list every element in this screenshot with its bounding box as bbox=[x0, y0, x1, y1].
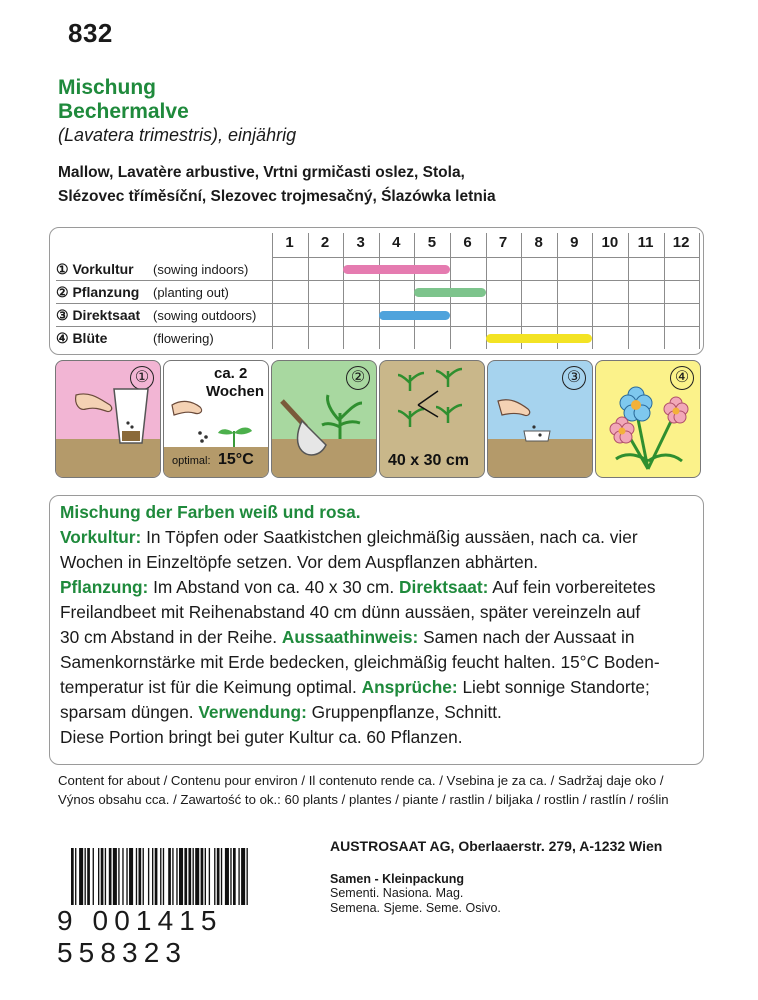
barcode-bar bbox=[160, 848, 161, 910]
instructions-box bbox=[49, 495, 704, 765]
calendar-row-divider bbox=[56, 303, 272, 304]
barcode-bar bbox=[179, 848, 183, 910]
calendar-period-bar bbox=[343, 265, 450, 274]
barcode-bar bbox=[118, 848, 119, 910]
spacing-label: 40 x 30 cm bbox=[388, 452, 469, 469]
text-line8a: temperatur ist für die Keimung optimal. bbox=[60, 677, 362, 697]
barcode-bar bbox=[225, 848, 229, 910]
label-verwendung: Verwendung: bbox=[198, 702, 307, 722]
label-pflanzung: Pflanzung: bbox=[60, 577, 149, 597]
month-label: 11 bbox=[637, 234, 654, 251]
calendar-row-label: ② Pflanzung (planting out) bbox=[56, 284, 229, 300]
panel-germination bbox=[163, 360, 269, 478]
barcode-bar bbox=[139, 848, 142, 910]
month-label: 4 bbox=[392, 234, 401, 251]
color-mix-line: Mischung der Farben weiß und rosa. bbox=[60, 502, 361, 522]
month-label: 9 bbox=[570, 234, 579, 251]
barcode-bar bbox=[109, 848, 112, 910]
month-label: 1 bbox=[285, 234, 294, 251]
info-line-4 bbox=[60, 577, 656, 598]
text-direktsaat: Auf fein vorbereitetes bbox=[488, 577, 656, 597]
weeks-label: ca. 2 bbox=[214, 365, 248, 382]
barcode-bar bbox=[87, 848, 90, 910]
barcode-bar bbox=[184, 848, 187, 910]
barcode-bar bbox=[79, 848, 83, 910]
barcode-bar bbox=[214, 848, 215, 910]
barcode-bar bbox=[188, 848, 191, 910]
barcode-bar bbox=[113, 848, 117, 910]
barcode-bar bbox=[126, 848, 127, 910]
calendar-row-label: ④ Blüte (flowering) bbox=[56, 330, 214, 346]
barcode-bar bbox=[193, 848, 194, 910]
barcode-bar bbox=[238, 848, 239, 910]
month-label: 5 bbox=[427, 234, 437, 251]
barcode-bar bbox=[136, 848, 137, 910]
panel-spacing bbox=[379, 360, 485, 478]
panel-direct-sowing bbox=[487, 360, 593, 478]
info-line-2 bbox=[60, 527, 638, 548]
flowers-icon bbox=[596, 361, 700, 477]
company-address: AUSTROSAAT AG, Oberlaaerstr. 279, A-1232 Wien bbox=[330, 838, 663, 854]
barcode-bar bbox=[217, 848, 220, 910]
temp-value: 15°C bbox=[218, 451, 254, 468]
barcode-bar bbox=[129, 848, 133, 910]
info-line-6 bbox=[60, 627, 634, 648]
barcode-bar bbox=[241, 848, 245, 910]
calendar-period-bar bbox=[414, 288, 485, 297]
month-label: 6 bbox=[463, 234, 472, 251]
barcode-bar bbox=[105, 848, 106, 910]
label-aussaathinweis: Aussaathinweis: bbox=[281, 627, 419, 647]
title-mix: Mischung bbox=[58, 76, 156, 99]
barcode-bar bbox=[122, 848, 123, 910]
month-label: 8 bbox=[534, 234, 543, 251]
barcode-bar bbox=[148, 848, 149, 910]
barcode-bar bbox=[163, 848, 164, 910]
barcode-bar bbox=[230, 848, 231, 910]
barcode-bar bbox=[101, 848, 104, 910]
calendar-grid-line bbox=[699, 233, 700, 349]
barcode-bar bbox=[98, 848, 99, 910]
step-4-badge: ④ bbox=[670, 366, 694, 390]
barcode-bar bbox=[93, 848, 94, 910]
text-vorkultur: In Töpfen oder Saatkistchen gleichmäßig aussäen, nach ca. vier bbox=[141, 527, 638, 547]
step-3-badge: ③ bbox=[562, 366, 586, 390]
info-line-3: Wochen in Einzeltöpfe setzen. Vor dem Auspflanzen abhärten. bbox=[60, 552, 539, 572]
step-1-badge: ① bbox=[130, 366, 154, 390]
step-2-badge: ② bbox=[346, 366, 370, 390]
pack-line-3: Semena. Sjeme. Seme. Osivo. bbox=[330, 901, 501, 915]
weeks-unit: Wochen bbox=[206, 383, 265, 400]
barcode-number: 9 001415 558323 bbox=[57, 905, 327, 969]
title-plant: Bechermalve bbox=[58, 100, 189, 123]
other-names-2: Slézovec tříměsíční, Slezovec trojmesačný, Ślazówka letnia bbox=[58, 188, 496, 205]
calendar-period-bar bbox=[486, 334, 593, 343]
barcode-bar bbox=[143, 848, 144, 910]
barcode-bar bbox=[233, 848, 236, 910]
barcode-bar bbox=[152, 848, 153, 910]
text-line9b: Gruppenpflanze, Schnitt. bbox=[306, 702, 502, 722]
panel-sowing-indoors bbox=[55, 360, 161, 478]
info-line-10: Diese Portion bringt bei guter Kultur ca. 60 Pflanzen. bbox=[60, 727, 463, 747]
info-line-9 bbox=[60, 702, 502, 723]
trowel-plant-icon bbox=[272, 361, 376, 477]
pack-line-2: Sementi. Nasiona. Mag. bbox=[330, 886, 464, 900]
packet-code: 832 bbox=[68, 18, 113, 48]
hand-sowing-pot-icon bbox=[56, 361, 160, 477]
month-label: 2 bbox=[320, 234, 330, 251]
month-label: 7 bbox=[498, 234, 508, 251]
text-line6b: Samen nach der Aussaat in bbox=[418, 627, 635, 647]
barcode-bar bbox=[172, 848, 173, 910]
calendar-row-label: ① Vorkultur (sowing indoors) bbox=[56, 261, 249, 277]
barcode-bar bbox=[155, 848, 158, 910]
calendar-row-label: ③ Direktsaat (sowing outdoors) bbox=[56, 307, 257, 323]
text-pflanzung: Im Abstand von ca. 40 x 30 cm. bbox=[148, 577, 400, 597]
panel-planting-out bbox=[271, 360, 377, 478]
text-line6a: 30 cm Abstand in der Reihe. bbox=[60, 627, 282, 647]
calendar-row-divider bbox=[56, 280, 272, 281]
barcode-bar bbox=[209, 848, 210, 910]
text-line9a: sparsam düngen. bbox=[60, 702, 199, 722]
month-label: 3 bbox=[356, 234, 365, 251]
calendar-grid-line bbox=[272, 280, 700, 281]
content-line-1: Content for about / Contenu pour environ / Il contenuto rende ca. / Vsebina je za ca. / Sadržaj daje oko / bbox=[58, 773, 664, 788]
temp-label: optimal: bbox=[172, 455, 211, 467]
label-ansprueche: Ansprüche: bbox=[361, 677, 458, 697]
barcode-bar bbox=[201, 848, 204, 910]
latin-name: (Lavatera trimestris), einjährig bbox=[58, 125, 297, 145]
calendar-grid-line bbox=[272, 326, 700, 327]
month-label: 10 bbox=[601, 234, 619, 251]
other-names-1: Mallow, Lavatère arbustive, Vrtni grmičasti oslez, Stola, bbox=[58, 164, 465, 181]
text-line8b: Liebt sonnige Standorte; bbox=[457, 677, 650, 697]
sowing-calendar bbox=[49, 227, 704, 355]
calendar-grid-line bbox=[272, 257, 700, 258]
calendar-period-bar bbox=[379, 311, 450, 320]
content-line-2: Výnos obsahu cca. / Zawartość to ok.: 60 plants / plantes / piante / rastlin / biljaka / rostlin / rastlín / roślin bbox=[58, 792, 669, 807]
label-vorkultur: Vorkultur: bbox=[60, 527, 142, 547]
info-line-7: Samenkornstärke mit Erde bedecken, gleichmäßig feucht halten. 15°C Boden- bbox=[60, 652, 660, 672]
info-line-5: Freilandbeet mit Reihenabstand 40 cm dünn aussäen, später vereinzeln auf bbox=[60, 602, 641, 622]
barcode-bar bbox=[168, 848, 171, 910]
barcode-bar bbox=[195, 848, 199, 910]
barcode-bar bbox=[85, 848, 86, 910]
hand-sowing-outdoors-icon bbox=[488, 361, 592, 477]
calendar-grid-line bbox=[272, 303, 700, 304]
panel-flowering bbox=[595, 360, 701, 478]
calendar-row-divider bbox=[56, 326, 272, 327]
barcode-bar bbox=[176, 848, 177, 910]
pack-title: Samen - Kleinpackung bbox=[330, 872, 465, 886]
barcode-bar bbox=[221, 848, 222, 910]
label-direktsaat: Direktsaat: bbox=[399, 577, 489, 597]
info-line-8 bbox=[60, 677, 650, 698]
month-label: 12 bbox=[672, 234, 690, 251]
barcode-bar bbox=[205, 848, 206, 910]
